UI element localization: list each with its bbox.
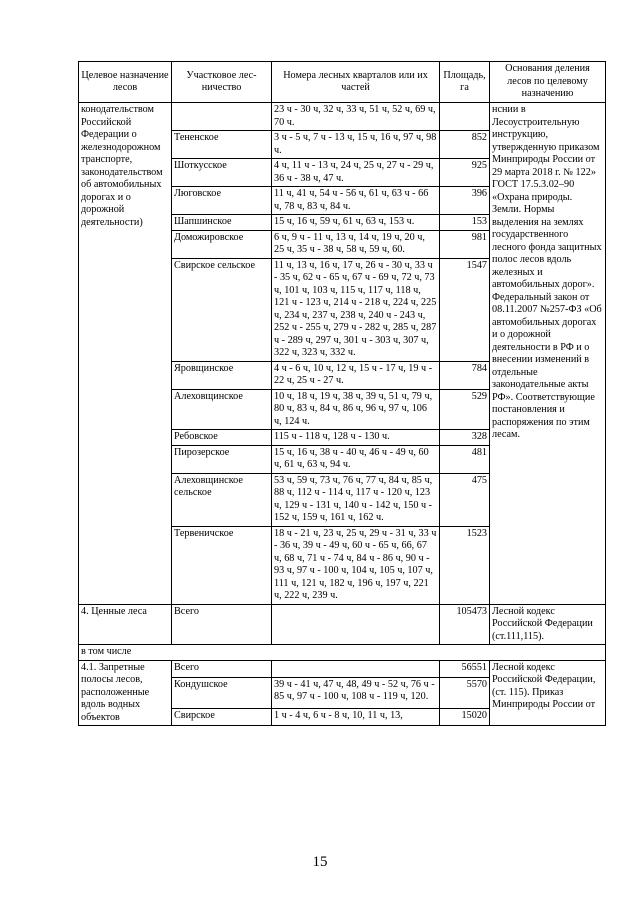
including-row-label: в том числе <box>79 645 606 661</box>
quarters-cell: 4 ч - 6 ч, 10 ч, 12 ч, 15 ч - 17 ч, 19 ч - 22 ч, 25 ч - 27 ч. <box>272 361 440 389</box>
quarters-cell: 6 ч, 9 ч - 11 ч, 13 ч, 14 ч, 19 ч, 20 ч, 25 ч, 35 ч - 38 ч, 58 ч, 59 ч, 60. <box>272 230 440 258</box>
quarters-cell: 4 ч, 11 ч - 13 ч, 24 ч, 25 ч, 27 ч - 29 ч, 36 ч - 38 ч, 47 ч. <box>272 159 440 187</box>
area-cell: 475 <box>440 473 490 526</box>
area-cell: 56551 <box>440 660 490 677</box>
area-cell: 328 <box>440 430 490 446</box>
header-purpose: Целевое назначение лесов <box>79 62 172 103</box>
quarters-cell: 3 ч - 5 ч, 7 ч - 13 ч, 15 ч, 16 ч, 97 ч, 98 ч. <box>272 131 440 159</box>
area-cell: 529 <box>440 389 490 430</box>
forestry-cell: Яровщинское <box>172 361 272 389</box>
quarters-cell: 18 ч - 21 ч, 23 ч, 25 ч, 29 ч - 31 ч, 33 ч - 36 ч, 39 ч - 49 ч, 60 ч - 65 ч, 66, 67 ч, 68 ч, 71 ч - 74 ч, 84 ч - 86 ч, 90 ч - 93 ч, 97 ч - 100 ч, 104 ч, 105 ч, 107 ч, 111 ч, 121 ч, 182 ч, 196 ч, 197 ч, 221 ч, 222 ч, 239 ч. <box>272 526 440 604</box>
table-row <box>79 645 606 661</box>
quarters-cell: 10 ч, 18 ч, 19 ч, 38 ч, 39 ч, 51 ч, 79 ч, 80 ч, 83 ч, 84 ч, 86 ч, 96 ч, 97 ч, 106 ч, 124 ч. <box>272 389 440 430</box>
header-quarters: Номера лесных кварталов или их частей <box>272 62 440 103</box>
area-cell <box>440 103 490 131</box>
quarters-cell: 53 ч, 59 ч, 73 ч, 76 ч, 77 ч, 84 ч, 85 ч, 88 ч, 112 ч - 114 ч, 117 ч - 120 ч, 123 ч, 129 ч - 131 ч, 140 ч - 142 ч, 150 ч - 152 ч, 159 ч, 161 ч, 162 ч. <box>272 473 440 526</box>
forestry-cell: Всего <box>172 604 272 645</box>
header-area: Площадь, га <box>440 62 490 103</box>
page-number: 15 <box>312 854 328 870</box>
area-cell: 784 <box>440 361 490 389</box>
area-cell: 396 <box>440 187 490 215</box>
area-cell: 481 <box>440 445 490 473</box>
basis-cell: Лесной кодекс Российской Федерации, (ст. 115). Приказ Минприроды России от <box>490 660 606 726</box>
forestry-cell: Тененское <box>172 131 272 159</box>
area-cell: 852 <box>440 131 490 159</box>
area-cell: 925 <box>440 159 490 187</box>
header-forestry: Участковое лес-ничество <box>172 62 272 103</box>
table-header-row <box>79 62 606 103</box>
quarters-cell: 11 ч, 41 ч, 54 ч - 56 ч, 61 ч, 63 ч - 66 ч, 78 ч, 83 ч, 84 ч. <box>272 187 440 215</box>
table-row <box>79 660 606 677</box>
purpose-cell: 4. Ценные леса <box>79 604 172 645</box>
forestry-cell: Алеховщинское сельское <box>172 473 272 526</box>
basis-cell: нснии в Лесоустроительную инструкцию, утвержденную приказом Минприроды России от 29 марта 2018 г. № 122» ГОСТ 17.5.3.02–90 «Охрана природы. Земли. Нормы выделения на землях государственного лесного фонда защитных полос лесов вдоль железных и автомобильных дорог». Федеральный закон от 08.11.2007 №257-ФЗ «Об автомобильных дорогах и о дорожной деятельности в РФ и о внесении изменений в отдельные законодательные акты РФ». Соответствующие постановления и распоряжения по этим лесам. <box>490 103 606 605</box>
quarters-cell <box>272 604 440 645</box>
forestry-cell: Люговское <box>172 187 272 215</box>
forest-purpose-table <box>78 61 606 726</box>
forestry-cell: Пирозерское <box>172 445 272 473</box>
forestry-cell: Шапшинское <box>172 215 272 231</box>
forestry-cell <box>172 103 272 131</box>
quarters-cell: 1 ч - 4 ч, 6 ч - 8 ч, 10, 11 ч, 13, <box>272 708 440 725</box>
forestry-cell: Алеховщинское <box>172 389 272 430</box>
area-cell: 1547 <box>440 258 490 361</box>
area-cell: 105473 <box>440 604 490 645</box>
quarters-cell: 115 ч - 118 ч, 128 ч - 130 ч. <box>272 430 440 446</box>
table-row <box>79 604 606 645</box>
forestry-cell: Шоткусское <box>172 159 272 187</box>
table-row <box>79 103 606 131</box>
forestry-cell: Свирское сельское <box>172 258 272 361</box>
area-cell: 153 <box>440 215 490 231</box>
quarters-cell: 11 ч, 13 ч, 16 ч, 17 ч, 26 ч - 30 ч, 33 ч - 35 ч, 62 ч - 65 ч, 67 ч - 69 ч, 72 ч, 73 ч, 101 ч, 103 ч, 115 ч, 117 ч, 118 ч, 121 ч - 123 ч, 214 ч - 218 ч, 224 ч, 225 ч, 234 ч, 237 ч, 238 ч, 240 ч - 243 ч, 252 ч - 255 ч, 279 ч - 282 ч, 285 ч, 287 ч - 289 ч, 297 ч, 301 ч - 303 ч, 307 ч, 322 ч, 323 ч, 332 ч. <box>272 258 440 361</box>
forestry-cell: Доможировское <box>172 230 272 258</box>
quarters-cell: 15 ч, 16 ч, 59 ч, 61 ч, 63 ч, 153 ч. <box>272 215 440 231</box>
purpose-cell: 4.1. Запретные полосы лесов, расположенные вдоль водных объектов <box>79 660 172 726</box>
forestry-cell: Ребовское <box>172 430 272 446</box>
forestry-cell: Всего <box>172 660 272 677</box>
forestry-cell: Кондушское <box>172 677 272 708</box>
quarters-cell: 39 ч - 41 ч, 47 ч, 48, 49 ч - 52 ч, 76 ч - 85 ч, 97 ч - 100 ч, 108 ч - 119 ч, 120. <box>272 677 440 708</box>
header-basis: Основания деления лесов по целевому назначению <box>490 62 606 103</box>
quarters-cell: 15 ч, 16 ч, 38 ч - 40 ч, 46 ч - 49 ч, 60 ч, 61 ч, 63 ч, 94 ч. <box>272 445 440 473</box>
quarters-cell <box>272 660 440 677</box>
basis-cell: Лесной кодекс Российской Федерации (ст.111,115). <box>490 604 606 645</box>
forestry-cell: Свирское <box>172 708 272 725</box>
area-cell: 981 <box>440 230 490 258</box>
area-cell: 15020 <box>440 708 490 725</box>
forestry-cell: Тервеничское <box>172 526 272 604</box>
area-cell: 5570 <box>440 677 490 708</box>
area-cell: 1523 <box>440 526 490 604</box>
quarters-cell: 23 ч - 30 ч, 32 ч, 33 ч, 51 ч, 52 ч, 69 ч, 70 ч. <box>272 103 440 131</box>
purpose-cell: конодательством Российской Федерации о железнодорожном транспорте, законодательством об автомобильных дорогах и о дорожной деятельности) <box>79 103 172 605</box>
